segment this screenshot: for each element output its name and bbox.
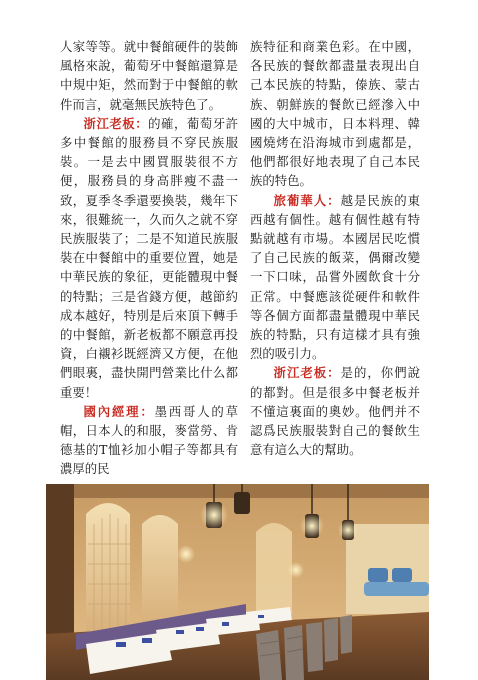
paragraph-text: 越是民族的東西越有個性。越有個性越有特點就越有市場。本國居民吃慣了自己民族的飯菜，偶爾改變一下口味，品嘗外國飲食十分正常。中餐應該從硬件和軟件等各個方面都盡量體現中華民族的特點，只有這樣才具有強烈的吸引力。 xyxy=(250,192,420,362)
left-column xyxy=(60,37,238,479)
paragraph-text: 的確，葡萄牙許多中餐館的服務員不穿民族服裝。一是去中國買服裝很不方便，服務員的身高胖瘦不盡一致，夏季冬季還要換裝，幾年下來，很難統一，久而久之就不穿民族服裝了；二是不知道民族服裝在中餐館中的重要位置，她是中華民族的象征，更能體現中餐的特點；三是省錢方便，越節約成本越好，特別是后來頂下轉手的中餐館，新老板都不願意再投資，白襯衫既經濟又方便，在他們眼裏，盡快開門營業比什么都重要！ xyxy=(60,115,239,400)
speaker-label: 浙江老板： xyxy=(83,115,149,131)
paragraph-text: 族特征和商業色彩。在中國，各民族的餐飲都盡量表現出自己本民族的特點，傣族、蒙古族、朝鮮族的餐飲已經滲入中國的大中城市，日本料理、韓國燒烤在沿海城市到處都是，他們都很好地表現了自己本民族的特色。 xyxy=(250,39,420,189)
paragraph-text: 是的，你們說的都對。但是很多中餐老板并不懂這裏面的奧妙。他們并不認爲民族服裝對自己的餐飲生意有這么大的幫助。 xyxy=(250,365,420,458)
speaker-label: 國內經理： xyxy=(83,403,155,419)
paragraph xyxy=(60,37,238,114)
speaker-label: 浙江老板： xyxy=(273,365,341,381)
speaker-label: 旅葡華人： xyxy=(273,192,341,208)
paragraph xyxy=(60,114,238,402)
paragraph-text: 人家等等。就中餐館硬件的裝飾風格來說，葡萄牙中餐館還算是中規中矩，然而對于中餐館的軟件而言，就毫無民族特色了。 xyxy=(60,39,238,112)
paragraph xyxy=(60,402,238,479)
paragraph xyxy=(250,363,420,459)
restaurant-photo xyxy=(46,484,429,680)
paragraph xyxy=(250,191,420,364)
paragraph xyxy=(250,37,420,191)
paragraph-text: 墨西哥人的草帽，日本人的和服，麥當勞、肯德基的T恤衫加小帽子等都具有濃厚的民 xyxy=(60,403,238,477)
right-column xyxy=(250,37,420,459)
